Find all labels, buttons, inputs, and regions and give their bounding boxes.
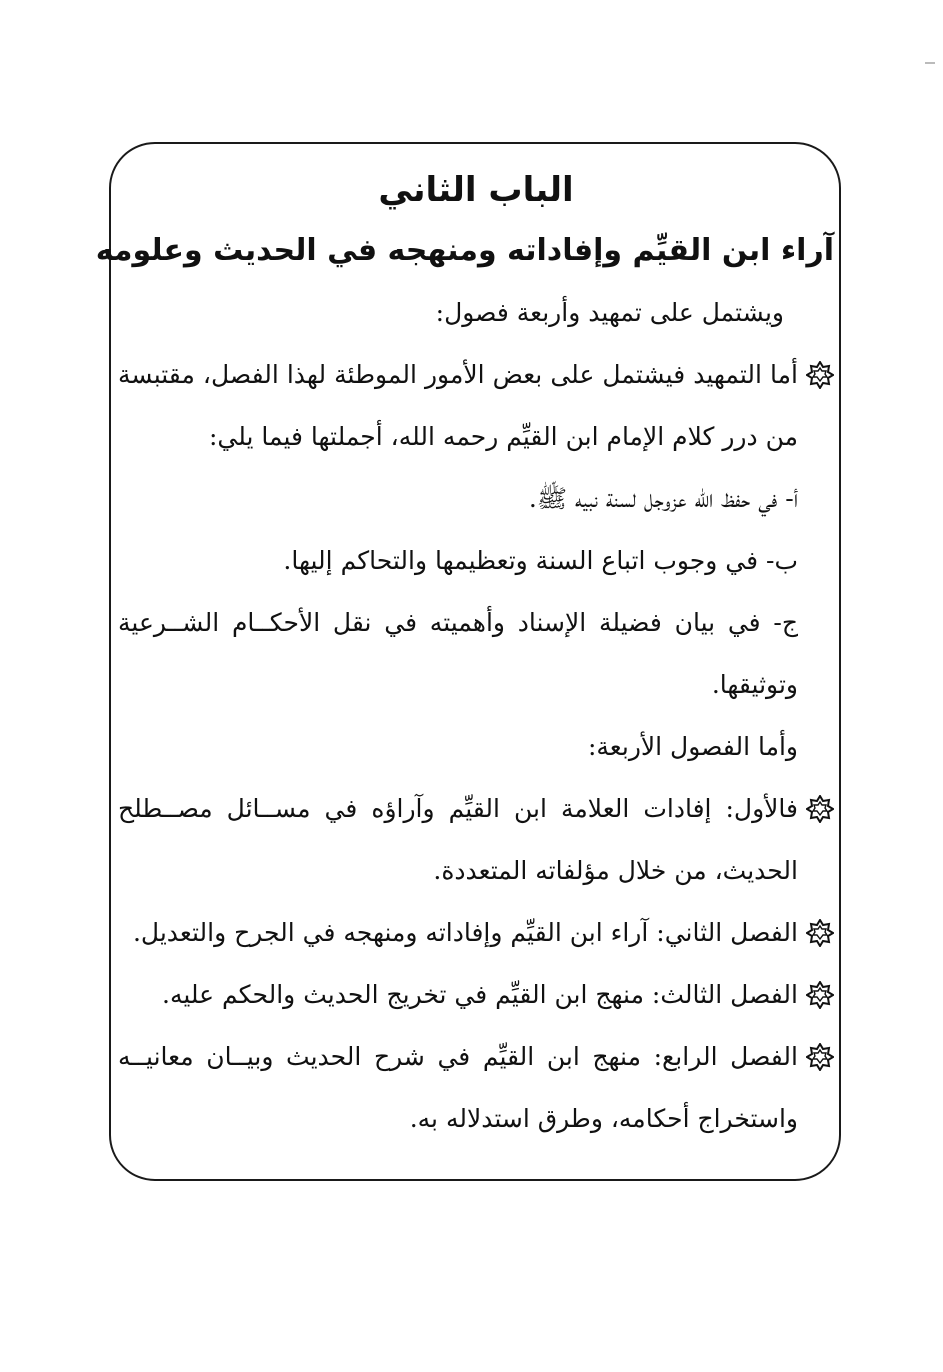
- ornamental-star-icon: [806, 981, 834, 1009]
- chapter-item-4: [118, 1026, 834, 1088]
- chapter-4-line-1: الفصل الرابع: منهج ابن القيِّم في شرح الحديث وبيــان معانيــه: [118, 1042, 798, 1071]
- preface-point-b: ب- في وجوب اتباع السنة وتعظيمها والتحاكم إليها.: [283, 546, 798, 575]
- page-content: [95, 160, 834, 1150]
- preface-point-a: أ- في حفظ الله عزوجل لسنة نبيه ﷺ.: [528, 484, 798, 513]
- chapter-3-line-1: الفصل الثالث: منهج ابن القيِّم في تخريج الحديث والحكم عليه.: [162, 980, 798, 1009]
- preface-point-c-cont: وتوثيقها.: [711, 670, 798, 699]
- chapters-intro: وأما الفصول الأربعة:: [587, 732, 798, 761]
- ornamental-star-icon: [806, 919, 834, 947]
- chapter-subtitle: آراء ابن القيِّم وإفاداته ومنهجه في الحديث وعلومه: [95, 233, 834, 268]
- chapter-item-3: [118, 964, 834, 1026]
- chapter-2-line-1: الفصل الثاني: آراء ابن القيِّم وإفاداته ومنهجه في الجرح والتعديل.: [132, 918, 798, 947]
- intro-line: ويشتمل على تمهيد وأربعة فصول:: [435, 298, 784, 327]
- ornamental-star-icon: [806, 361, 834, 389]
- chapter-title: الباب الثاني: [378, 170, 574, 210]
- preface-line-2: من درر كلام الإمام ابن القيِّم رحمه الله، أجملتها فيما يلي:: [208, 422, 798, 451]
- preface-line-1: أما التمهيد فيشتمل على بعض الأمور الموطئة لهذا الفصل، مقتبسة: [118, 360, 798, 389]
- chapter-item-2: [118, 902, 834, 964]
- chapter-item-1: [118, 778, 834, 840]
- preface-point-c: ج- في بيان فضيلة الإسناد وأهميته في نقل الأحكــام الشــرعية: [118, 608, 798, 637]
- page-edge-mark: [925, 62, 935, 64]
- ornamental-star-icon: [806, 1043, 834, 1071]
- chapter-1-line-1: فالأول: إفادات العلامة ابن القيِّم وآراؤه في مســائل مصــطلح: [118, 794, 798, 823]
- chapter-4-line-2: واستخراج أحكامه، وطرق استدلاله به.: [409, 1104, 798, 1133]
- chapter-1-line-2: الحديث، من خلال مؤلفاته المتعددة.: [433, 856, 798, 885]
- ornamental-star-icon: [806, 795, 834, 823]
- preface-item: [118, 344, 834, 406]
